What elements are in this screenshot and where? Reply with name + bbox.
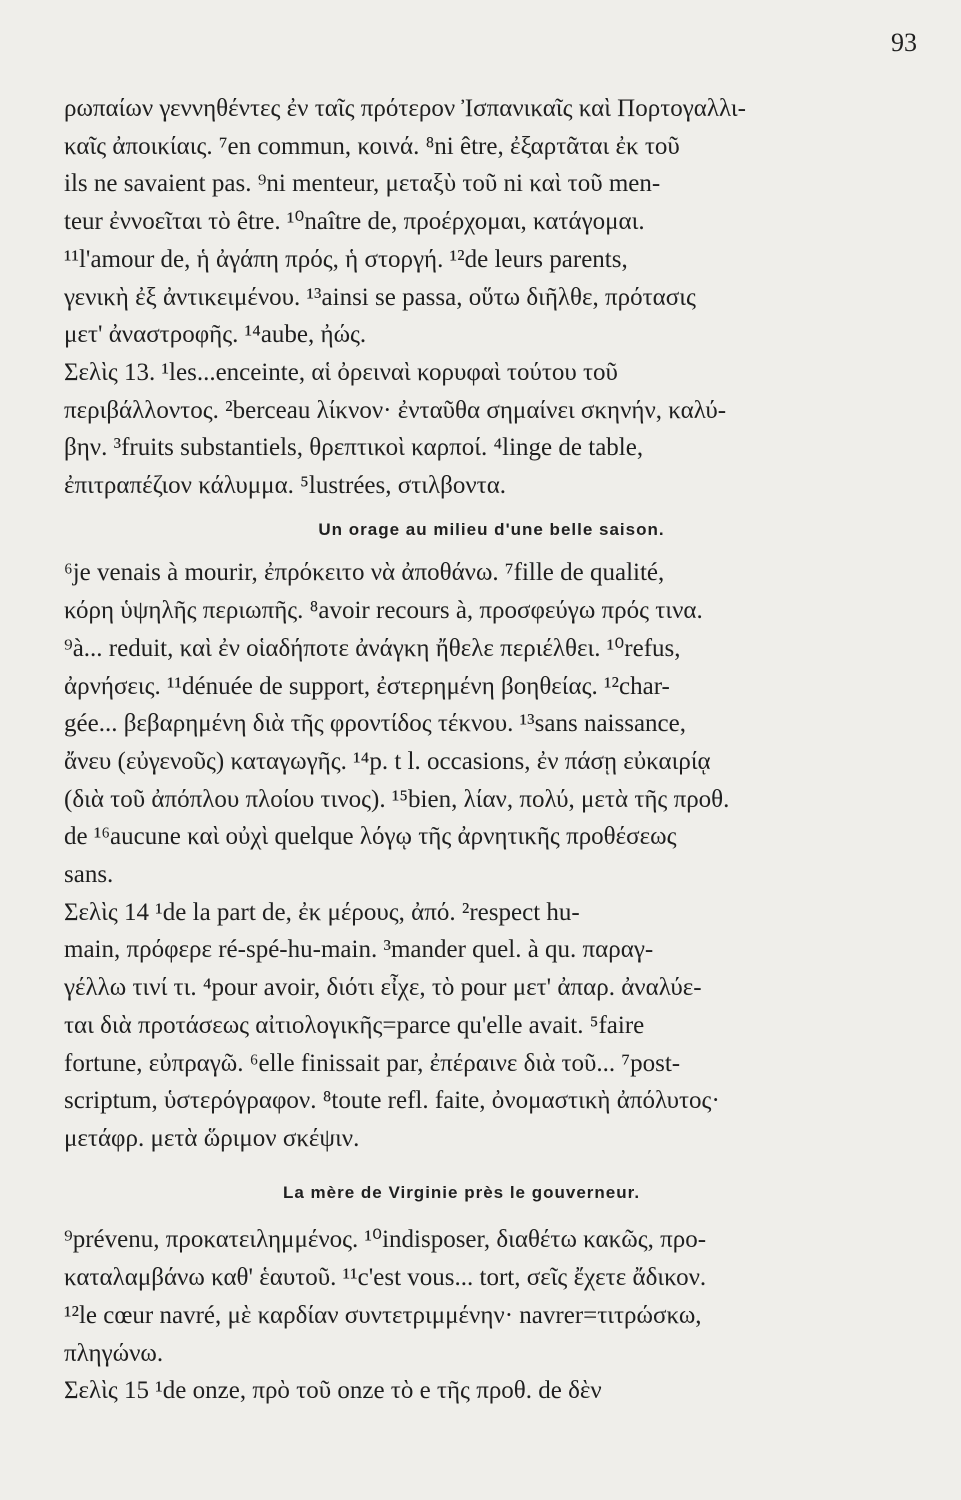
text-line: βην. ³fruits substantiels, θρεπτικοὶ καρποί. ⁴linge de table,: [64, 434, 644, 462]
section-heading: La mère de Virginie près le gouverneur.: [282, 1182, 641, 1202]
text-line: ⁹à... reduit, καὶ ἐν οἱαδήποτε ἀνάγκη ἤθελε περιέλθει. ¹⁰refus,: [64, 634, 681, 662]
page-number: 93: [891, 28, 917, 57]
text-line: γενικὴ ἐξ ἀντικειμένου. ¹³ainsi se passa, οὕτω διῆλθε, πρότασις: [64, 283, 696, 311]
text-line: καῖς ἀποικίαις. ⁷en commun, κοινά. ⁸ni être, ἐξαρτᾶται ἐκ τοῦ: [64, 132, 680, 160]
text-line: sans.: [64, 861, 114, 889]
text-line: main, πρόφερε ré-spé-hu-main. ³mander quel. à qu. παραγ-: [64, 936, 654, 964]
section-heading: Un orage au milieu d'une belle saison.: [318, 519, 665, 539]
text-line: ils ne savaient pas. ⁹ni menteur, μεταξὺ τοῦ ni καὶ τοῦ men-: [64, 170, 661, 198]
text-line: Σελὶς 13. ¹les...enceinte, αἱ ὀρειναὶ κορυφαὶ τούτου τοῦ: [64, 358, 618, 386]
text-line: ἐπιτραπέζιον κάλυμμα. ⁵lustrées, στιλβοντα.: [64, 472, 507, 500]
text-line: ⁹prévenu, προκατειλημμένος. ¹⁰indisposer, διαθέτω κακῶς, προ-: [64, 1226, 707, 1254]
text-body: [64, 90, 859, 1410]
text-line: ⁶je venais à mourir, ἐπρόκειτο νὰ ἀποθάνω. ⁷fille de qualité,: [64, 559, 665, 587]
text-line: scriptum, ὑστερόγραφον. ⁸toute refl. faite, ὀνομαστικὴ ἀπόλυτος·: [64, 1087, 720, 1115]
text-line: περιβάλλοντος. ²berceau λίκνον· ἐνταῦθα σημαίνει σκηνήν, καλύ-: [64, 396, 727, 424]
text-line: γέλλω τινί τι. ⁴pour avoir, διότι εἶχε, τὸ pour μετ' ἀπαρ. ἀναλύε-: [64, 974, 702, 1002]
text-line: Σελὶς 15 ¹de onze, πρὸ τοῦ onze τὸ e τῆς προθ. de δὲν: [64, 1377, 602, 1405]
text-line: ¹²le cœur navré, μὲ καρδίαν συντετριμμένην· navrer=τιτρώσκω,: [64, 1301, 702, 1329]
text-line: καταλαμβάνω καθ' ἑαυτοῦ. ¹¹c'est vous... tort, σεῖς ἔχετε ἄδικον.: [64, 1264, 707, 1292]
text-line: (διὰ τοῦ ἀπόπλου πλοίου τινος). ¹⁵bien, λίαν, πολύ, μετὰ τῆς προθ.: [64, 785, 730, 813]
text-line: fortune, εὐπραγῶ. ⁶elle finissait par, ἐπέραινε διὰ τοῦ... ⁷post-: [64, 1049, 681, 1077]
text-line: de ¹⁶aucune καὶ οὐχὶ quelque λόγῳ τῆς ἀρνητικῆς προθέσεως: [64, 823, 677, 851]
text-line: μετάφρ. μετὰ ὥριμον σκέψιν.: [64, 1124, 360, 1152]
text-line: μετ' ἀναστροφῆς. ¹⁴aube, ἠώς.: [64, 321, 367, 349]
text-line: ται διὰ προτάσεως αἰτιολογικῆς=parce qu'elle avait. ⁵faire: [64, 1011, 645, 1039]
text-line: κόρη ὑψηλῆς περιωπῆς. ⁸avoir recours à, προσφεύγω πρός τινα.: [64, 597, 703, 625]
text-line: ἀρνήσεις. ¹¹dénuée de support, ἐστερημένη βοηθείας. ¹²char-: [64, 672, 670, 700]
text-line: gée... βεβαρημένη διὰ τῆς φροντίδος τέκνου. ¹³sans naissance,: [64, 710, 686, 738]
text-line: πληγώνω.: [64, 1339, 164, 1367]
text-line: ¹¹l'amour de, ἡ ἀγάπη πρός, ἡ στοργή. ¹²de leurs parents,: [64, 245, 628, 273]
text-line: Σελὶς 14 ¹de la part de, ἐκ μέρους, ἀπό. ²respect hu-: [64, 898, 580, 926]
text-line: teur ἐννοεῖται τὸ être. ¹⁰naître de, προέρχομαι, κατάγομαι.: [64, 208, 645, 236]
text-line: ρωπαίων γεννηθέντες ἐν ταῖς πρότερον Ἰσπανικαῖς καὶ Πορτογαλλι-: [64, 95, 746, 122]
text-line: ἄνευ (εὐγενοῦς) καταγωγῆς. ¹⁴p. t l. occasions, ἐν πάσῃ εὐκαιρίᾳ: [64, 747, 711, 775]
